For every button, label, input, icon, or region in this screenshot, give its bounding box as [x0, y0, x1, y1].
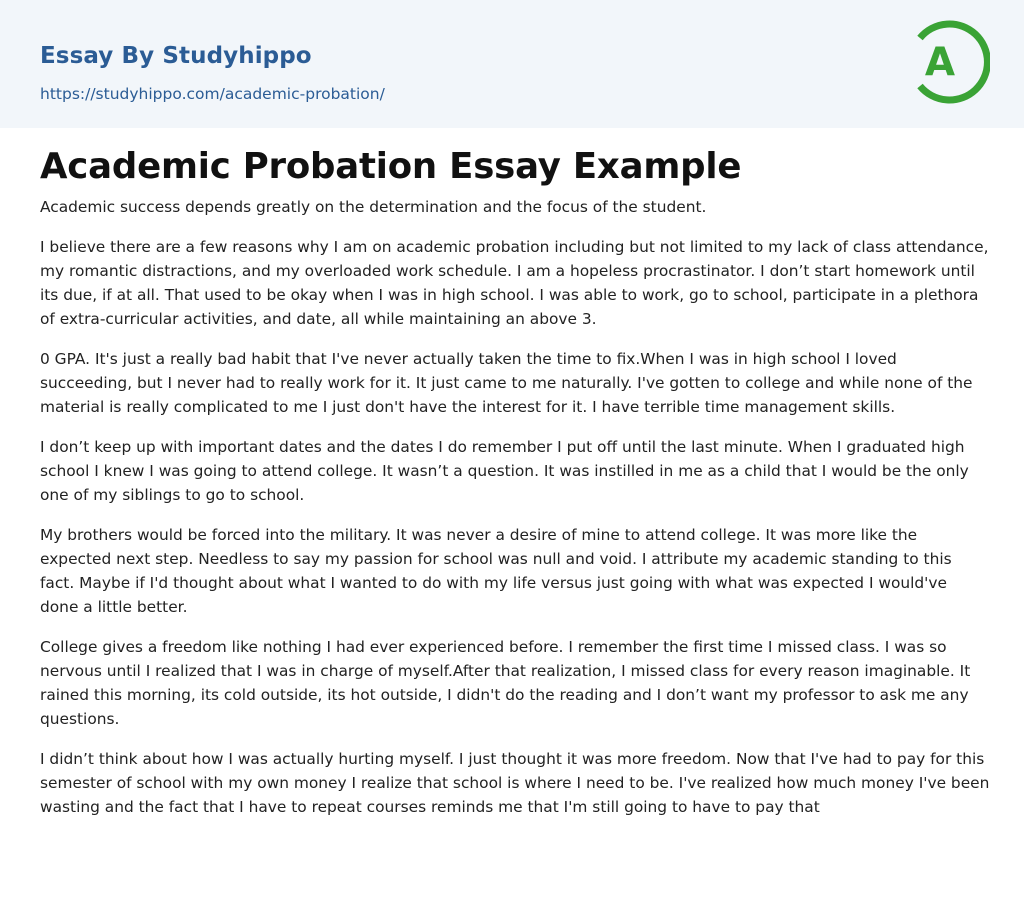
- paragraph-7: I didn’t think about how I was actually hurting myself. I just thought it was more freedom. Now that I've had to pay for this semester of school with my own money I realize that school is where I need to be. I've realized how much money I've been wasting and the fact that I have to repeat courses reminds me that I'm still going to have to pay that: [40, 750, 990, 816]
- article: [40, 140, 990, 835]
- paragraph-3: 0 GPA. It's just a really bad habit that I've never actually taken the time to fix.When I was in high school I loved succeeding, but I never had to really work for it. It just came to me naturally. I've gotten to college and while none of the material is really complicated to me I just don't have the interest for it. I have terrible time management skills.: [40, 350, 973, 416]
- paragraph-4: I don’t keep up with important dates and the dates I do remember I put off until the last minute. When I graduated high school I knew I was going to attend college. It wasn’t a question. It was instilled in me as a child that I would be the only one of my siblings to go to school.: [40, 438, 969, 504]
- paragraph-2: I believe there are a few reasons why I am on academic probation including but not limited to my lack of class attendance, my romantic distractions, and my overloaded work schedule. I am a hopeless procrastinator. I don’t start homework until its due, if at all. That used to be okay when I was in high school. I was able to work, go to school, participate in a plethora of extra-curricular activities, and date, all while maintaining an above 3.: [40, 238, 989, 328]
- paragraph-1: Academic success depends greatly on the determination and the focus of the student.: [40, 198, 707, 216]
- logo-letter: A: [924, 40, 956, 85]
- paragraph-6: College gives a freedom like nothing I had ever experienced before. I remember the first time I missed class. I was so nervous until I realized that I was in charge of myself.After that realization, I missed class for every reason imaginable. It rained this morning, its cold outside, its hot outside, I didn't do the reading and I don’t want my professor to ask me any questions.: [40, 638, 971, 728]
- paragraph-5: My brothers would be forced into the military. It was never a desire of mine to attend college. It was more like the expected next step. Needless to say my passion for school was null and void. I attribute my academic standing to this fact. Maybe if I'd thought about what I wanted to do with my life versus just going with what was expected I would've done a little better.: [40, 526, 952, 616]
- page-title: Academic Probation Essay Example: [40, 146, 742, 187]
- site-header: [0, 0, 1024, 128]
- brand-title[interactable]: Essay By Studyhippo: [40, 43, 312, 69]
- studyhippo-logo-icon[interactable]: [906, 16, 990, 108]
- source-url-link[interactable]: https://studyhippo.com/academic-probation/: [40, 85, 385, 103]
